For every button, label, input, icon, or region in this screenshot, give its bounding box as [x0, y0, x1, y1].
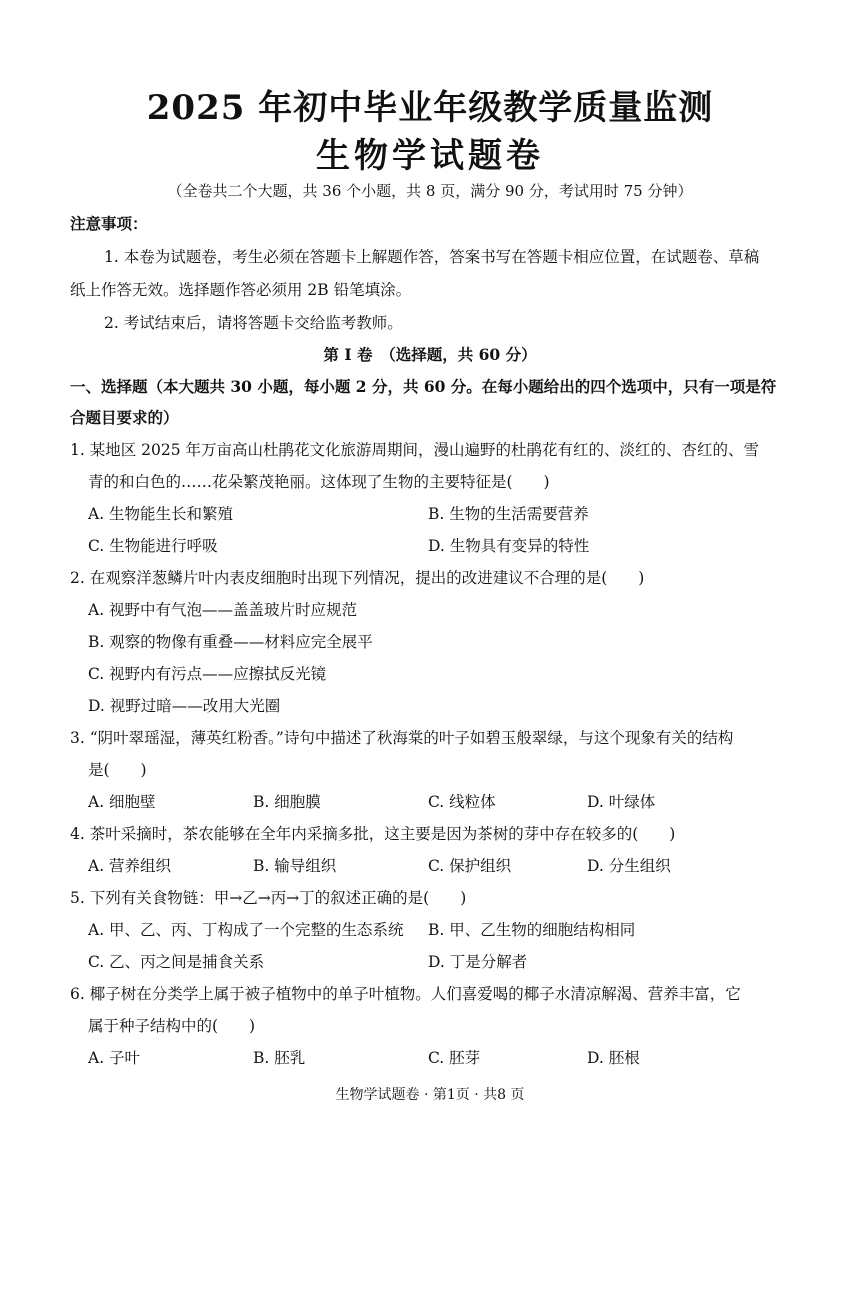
question-2-option-d: D. 视野过暗——改用大光圈	[88, 697, 281, 715]
question-3-option-b: B. 细胞膜	[253, 793, 321, 811]
question-1-stem-line-2: 青的和白色的……花朵繁茂艳丽。这体现了生物的主要特征是( )	[88, 473, 550, 491]
exam-title: 2025 年初中毕业年级教学质量监测	[146, 88, 714, 128]
question-6-option-b: B. 胚乳	[253, 1049, 306, 1067]
question-3-stem-line-2: 是( )	[88, 761, 147, 779]
question-2-option-b: B. 观察的物像有重叠——材料应完全展平	[88, 633, 373, 651]
question-4-option-b: B. 输导组织	[253, 857, 337, 875]
question-4-option-a: A. 营养组织	[88, 857, 172, 875]
question-1-option-c: C. 生物能进行呼吸	[88, 537, 218, 555]
question-6-option-d: D. 胚根	[587, 1049, 640, 1067]
question-6-stem-line-1: 6. 椰子树在分类学上属于被子植物中的单子叶植物。人们喜爱喝的椰子水清凉解渴、营养丰富，它	[70, 985, 741, 1003]
question-5-option-c: C. 乙、丙之间是捕食关系	[88, 953, 265, 971]
section-title: 第 Ⅰ 卷 （选择题，共 60 分）	[323, 345, 537, 364]
question-3-option-a: A. 细胞壁	[88, 793, 156, 811]
question-2-option-a: A. 视野中有气泡——盖盖玻片时应规范	[88, 601, 358, 619]
question-5-option-d: D. 丁是分解者	[428, 953, 528, 971]
section-intro-line-1: 一、选择题（本大题共 30 小题，每小题 2 分，共 60 分。在每小题给出的四个选项中，只有一项是符	[70, 377, 777, 396]
section-intro-line-2: 合题目要求的）	[70, 408, 179, 427]
exam-info: （全卷共二个大题，共 36 个小题，共 8 页，满分 90 分，考试用时 75 分钟）	[167, 182, 693, 200]
question-5-option-a: A. 甲、乙、丙、丁构成了一个完整的生态系统	[88, 921, 404, 939]
question-1-option-a: A. 生物能生长和繁殖	[88, 505, 234, 523]
question-3-option-c: C. 线粒体	[428, 793, 496, 811]
question-6-option-c: C. 胚芽	[428, 1049, 481, 1067]
question-1-option-d: D. 生物具有变异的特性	[428, 537, 590, 555]
question-3-option-d: D. 叶绿体	[587, 793, 656, 811]
question-3-stem-line-1: 3. “阴叶翠瑶湿，薄英红粉香。”诗句中描述了秋海棠的叶子如碧玉般翠绿，与这个现象有关的结构	[70, 729, 734, 747]
page-footer: 生物学试题卷 · 第1页 · 共8 页	[335, 1087, 525, 1103]
question-2-stem: 2. 在观察洋葱鳞片叶内表皮细胞时出现下列情况，提出的改进建议不合理的是( )	[70, 569, 645, 587]
question-1-stem-line-1: 1. 某地区 2025 年万亩高山杜鹃花文化旅游周期间，漫山遍野的杜鹃花有红的、淡红的、杏红的、雪	[70, 441, 760, 459]
exam-subject-title: 生物学试题卷	[316, 136, 544, 176]
notice-item-2: 2. 考试结束后，请将答题卡交给监考教师。	[104, 314, 403, 332]
notice-item-1-line-1: 1. 本卷为试题卷，考生必须在答题卡上解题作答，答案书写在答题卡相应位置，在试题卷、草稿	[104, 248, 760, 266]
question-5-option-b: B. 甲、乙生物的细胞结构相同	[428, 921, 636, 939]
question-1-option-b: B. 生物的生活需要营养	[428, 505, 589, 523]
question-5-stem: 5. 下列有关食物链：甲→乙→丙→丁的叙述正确的是( )	[70, 889, 467, 907]
question-2-option-c: C. 视野内有污点——应擦拭反光镜	[88, 665, 327, 683]
question-6-stem-line-2: 属于种子结构中的( )	[88, 1017, 256, 1035]
question-4-option-d: D. 分生组织	[587, 857, 671, 875]
question-4-option-c: C. 保护组织	[428, 857, 512, 875]
notice-item-1-line-2: 纸上作答无效。选择题作答必须用 2B 铅笔填涂。	[70, 281, 412, 299]
question-4-stem: 4. 茶叶采摘时，茶农能够在全年内采摘多批，这主要是因为茶树的芽中存在较多的( )	[70, 825, 676, 843]
notice-heading: 注意事项：	[70, 214, 148, 233]
question-6-option-a: A. 子叶	[88, 1049, 141, 1067]
